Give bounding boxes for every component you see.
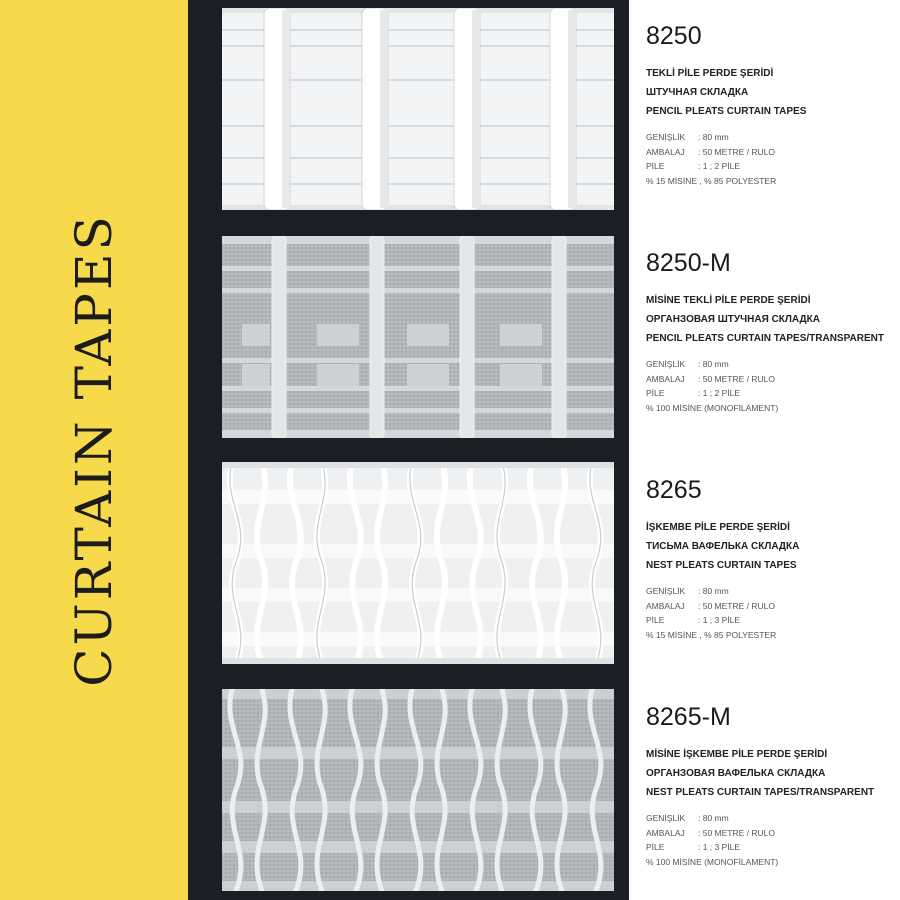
product-specs: [646, 584, 896, 642]
product-8250-m: [646, 249, 896, 415]
spec-packaging: AMBALAJ : 50 METRE / RULO: [646, 146, 775, 157]
spec-width: GENİŞLİK : 80 mm: [646, 813, 729, 823]
name-turkish: MİSİNE İŞKEMBE PİLE PERDE ŞERİDİ: [646, 749, 828, 760]
product-names: [646, 64, 896, 121]
name-russian: ШТУЧНАЯ СКЛАДКА: [646, 87, 749, 98]
spec-packaging: AMBALAJ : 50 METRE / RULO: [646, 600, 775, 611]
spec-pleat: PİLE : 1 ; 3 PİLE: [646, 842, 741, 852]
spec-packaging: AMBALAJ : 50 METRE / RULO: [646, 827, 775, 838]
product-names: [646, 745, 896, 802]
pencil-pleat-mesh-tape-image: [222, 236, 614, 438]
spec-width: GENİŞLİK : 80 mm: [646, 132, 729, 142]
swatch-8250-image: [222, 8, 614, 210]
name-english: PENCIL PLEATS CURTAIN TAPES/TRANSPARENT: [646, 333, 884, 344]
spec-material: % 15 MİSİNE , % 85 POLYESTER: [646, 629, 777, 640]
spec-pleat: PİLE : 1 ; 2 PİLE: [646, 161, 741, 171]
spec-width: GENİŞLİK : 80 mm: [646, 359, 729, 369]
spec-pleat: PİLE : 1 ; 3 PİLE: [646, 615, 741, 625]
product-code: 8265-M: [646, 703, 731, 731]
spec-width: GENİŞLİK : 80 mm: [646, 586, 729, 596]
product-code: 8265: [646, 476, 702, 504]
name-turkish: İŞKEMBE PİLE PERDE ŞERİDİ: [646, 522, 790, 533]
product-8265-m: [646, 703, 896, 869]
nest-pleat-mesh-tape-image: [222, 689, 614, 891]
pencil-pleat-tape-image: [222, 8, 614, 210]
spec-packaging: AMBALAJ : 50 METRE / RULO: [646, 373, 775, 384]
name-russian: ТИСЬМА ВАФЕЛЬКА СКЛАДКА: [646, 541, 800, 552]
product-code: 8250: [646, 22, 702, 50]
product-code: 8250-M: [646, 249, 731, 277]
product-names: [646, 291, 896, 348]
name-russian: ОРГАНЗОВАЯ ВАФЕЛЬКА СКЛАДКА: [646, 768, 826, 779]
name-english: PENCIL PLEATS CURTAIN TAPES: [646, 106, 807, 117]
spec-material: % 100 MİSİNE (MONOFİLAMENT): [646, 402, 779, 413]
spec-material: % 100 MİSİNE (MONOFİLAMENT): [646, 856, 779, 867]
page-title: CURTAIN TAPES: [65, 213, 123, 687]
product-specs: [646, 357, 896, 415]
product-names: [646, 518, 896, 575]
name-english: NEST PLEATS CURTAIN TAPES: [646, 560, 797, 571]
name-russian: ОРГАНЗОВАЯ ШТУЧНАЯ СКЛАДКА: [646, 314, 820, 325]
product-8250: [646, 22, 896, 188]
name-turkish: TEKLİ PİLE PERDE ŞERİDİ: [646, 68, 774, 79]
product-8265: [646, 476, 896, 642]
product-specs: [646, 130, 896, 188]
title-sidebar: [0, 0, 188, 900]
swatch-8265-m-image: [222, 689, 614, 891]
swatch-8250-m-image: [222, 236, 614, 438]
product-specs: [646, 811, 896, 869]
spec-pleat: PİLE : 1 ; 2 PİLE: [646, 388, 741, 398]
swatch-8265-image: [222, 462, 614, 664]
nest-pleat-tape-image: [222, 462, 614, 664]
spec-material: % 15 MİSİNE , % 85 POLYESTER: [646, 175, 777, 186]
name-english: NEST PLEATS CURTAIN TAPES/TRANSPARENT: [646, 787, 875, 798]
name-turkish: MİSİNE TEKLİ PİLE PERDE ŞERİDİ: [646, 295, 811, 306]
